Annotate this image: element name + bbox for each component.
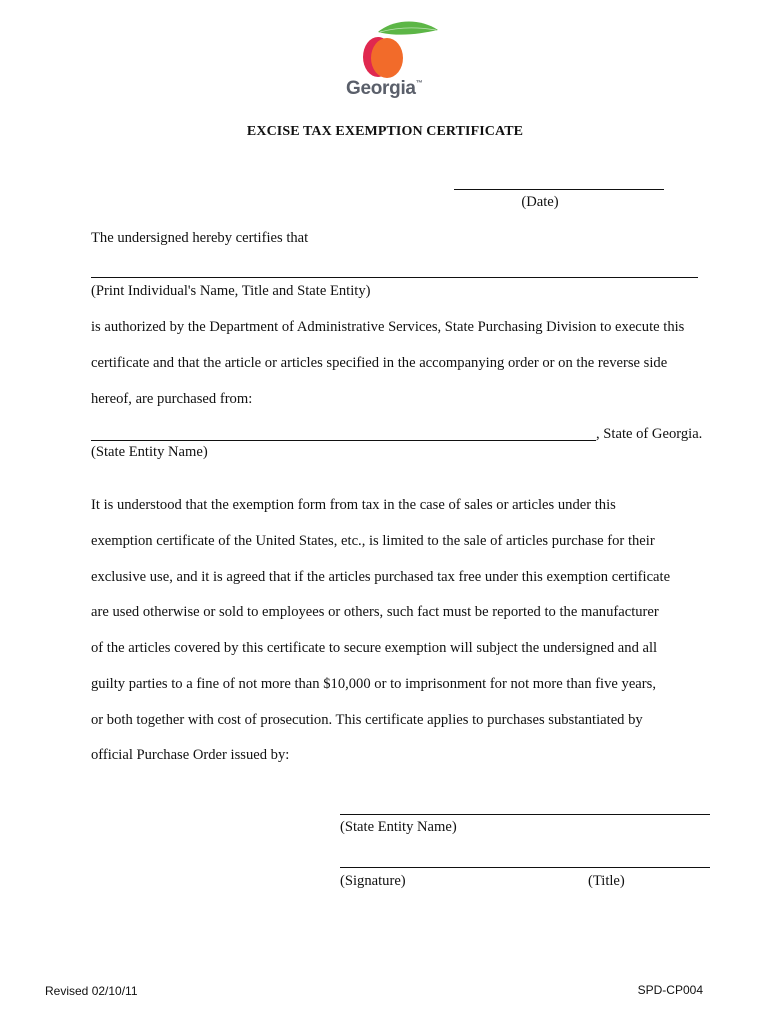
individual-name-field-line[interactable]	[91, 277, 698, 278]
issuer-entity-field-line[interactable]	[340, 814, 710, 815]
date-field-line[interactable]	[454, 189, 664, 190]
understanding-line-1: It is understood that the exemption form from tax in the case of sales or articles under this	[91, 497, 616, 513]
title-label: (Title)	[588, 873, 625, 889]
understanding-line-6: guilty parties to a fine of not more than $10,000 or to imprisonment for not more than five years,	[91, 676, 656, 692]
document-title: EXCISE TAX EXEMPTION CERTIFICATE	[246, 124, 524, 139]
authorization-line-1: is authorized by the Department of Administrative Services, State Purchasing Division to execute this	[91, 319, 685, 335]
intro-text: The undersigned hereby certifies that	[91, 230, 309, 246]
revised-date: Revised 02/10/11	[45, 984, 138, 998]
logo-wordmark-text: Georgia	[346, 78, 416, 99]
signature-field-line[interactable]	[340, 867, 710, 868]
authorization-line-2: certificate and that the article or articles specified in the accompanying order or on the reverse side	[91, 355, 668, 371]
understanding-line-8: official Purchase Order issued by:	[91, 747, 290, 763]
form-number: SPD-CP004	[637, 983, 703, 997]
georgia-logo	[340, 18, 440, 102]
vendor-field-line[interactable]	[91, 440, 596, 441]
logo-wordmark	[346, 78, 422, 100]
understanding-line-2: exemption certificate of the United States, etc., is limited to the sale of articles purchase for their	[91, 533, 655, 549]
individual-label: (Print Individual's Name, Title and State Entity)	[91, 283, 371, 299]
peach-body	[371, 38, 403, 78]
issuer-entity-label: (State Entity Name)	[340, 819, 457, 835]
date-label: (Date)	[521, 194, 559, 210]
understanding-line-4: are used otherwise or sold to employees or others, such fact must be reported to the manufacturer	[91, 604, 659, 620]
signature-label: (Signature)	[340, 873, 406, 889]
state-entity-label: (State Entity Name)	[91, 444, 208, 460]
state-of-georgia-text: , State of Georgia.	[596, 426, 703, 442]
understanding-line-7: or both together with cost of prosecution. This certificate applies to purchases substantiated by	[91, 712, 643, 728]
trademark-symbol: ™	[415, 80, 423, 87]
understanding-line-3: exclusive use, and it is agreed that if the articles purchased tax free under this exemption certificate	[91, 569, 671, 585]
understanding-line-5: of the articles covered by this certificate to secure exemption will subject the undersigned and all	[91, 640, 658, 656]
authorization-line-3: hereof, are purchased from:	[91, 391, 253, 407]
